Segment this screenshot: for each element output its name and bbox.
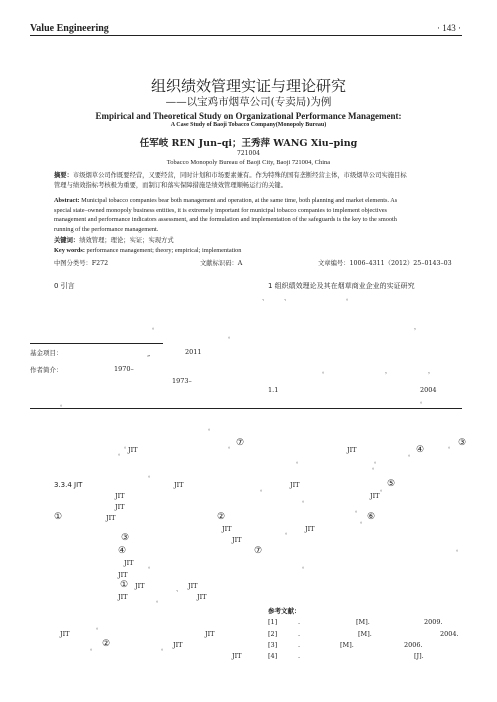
fund-label: 基金项目：	[30, 349, 63, 357]
text-fragment: 。	[148, 563, 155, 570]
references-heading: 参考文献：	[268, 607, 301, 615]
keywords-cn-label: 关键词：	[54, 237, 80, 244]
authors: 任军岐 REN Jun–qi；王秀萍 WANG Xiu–ping	[139, 138, 358, 149]
jit-term: JIT	[106, 514, 116, 522]
jit-term: JIT	[305, 525, 315, 533]
text-fragment: 。	[346, 295, 353, 302]
ref-type: [M].	[356, 618, 370, 626]
abstract-cn-label: 摘要：	[54, 172, 73, 179]
text-fragment: 。	[380, 486, 387, 493]
jit-term: JIT	[118, 593, 128, 601]
text-fragment: .	[298, 641, 301, 649]
document-code: 文献标识码：A	[200, 260, 243, 267]
abstract-en	[54, 196, 460, 234]
marker-4: ④	[416, 445, 425, 455]
text-fragment: .	[298, 652, 301, 660]
text-fragment: 。	[285, 529, 292, 536]
author-bio-year: 1973–	[172, 377, 192, 385]
keywords-cn	[54, 236, 460, 246]
footnote-rule	[30, 343, 163, 344]
text-fragment: 。	[360, 518, 367, 525]
marker-6: ⑥	[367, 512, 376, 522]
abstract-en-line: special state–owned monopoly business entities, it is extremely important for municipal tobacco companies to implement objectives	[54, 206, 387, 214]
text-fragment: 、	[176, 586, 183, 593]
text-fragment: ，	[428, 368, 435, 375]
abstract-en-line: Municipal tobacco companies bear both management and operation, at the same time, both planning and market elements. As	[81, 197, 398, 204]
article-en-title: Empirical and Theoretical Study on Organizational Performance Management:	[95, 111, 402, 121]
text-fragment: ”	[147, 355, 151, 362]
text-fragment: 。	[148, 472, 155, 479]
text-fragment: 、	[262, 295, 269, 302]
keywords-en-text: performance management; theory; empirical; implementation	[86, 247, 242, 254]
text-fragment: 。	[161, 645, 168, 652]
jit-term: JIT	[60, 630, 70, 638]
text-fragment: ，	[414, 324, 421, 331]
ref-type: [M].	[358, 630, 372, 638]
marker-1: ①	[54, 512, 63, 522]
text-fragment: 。	[118, 450, 125, 457]
text-fragment: 。	[228, 443, 235, 450]
section-0-heading: 0 引言	[54, 282, 75, 290]
clc-number: 中图分类号：F272	[54, 260, 109, 267]
jit-term: JIT	[290, 481, 300, 489]
ref-number: [4]	[268, 652, 278, 660]
marker-3-b: ③	[121, 533, 130, 543]
article-subtitle: ——以宝鸡市烟草公司(专卖局)为例	[165, 96, 332, 108]
text-fragment: 。	[420, 398, 427, 405]
marker-7: ⑦	[236, 438, 245, 448]
keywords-cn-text: 绩效管理；理论；实证；实现方式	[79, 237, 174, 244]
text-fragment: 。	[408, 451, 415, 458]
author-bio-year: 1970–	[114, 365, 134, 373]
jit-term: JIT	[232, 652, 242, 660]
ref-number: [3]	[268, 641, 278, 649]
subsection-3-3-4: 3.3.4 JIT	[54, 481, 83, 489]
text-fragment: 。	[260, 486, 267, 493]
jit-term: JIT	[222, 525, 232, 533]
abstract-cn-line: 管理与绩效指标考核极为重要，而制订和落实保障措施是绩效管理顺畅运行的关键。	[54, 181, 287, 189]
jit-term: JIT	[128, 446, 138, 454]
postal-code: 721004	[237, 150, 260, 157]
page-divider	[30, 408, 462, 409]
jit-term: JIT	[173, 641, 183, 649]
text-fragment: ，	[385, 368, 392, 375]
ref-year: 2009.	[424, 618, 443, 626]
jit-term: JIT	[118, 571, 128, 579]
abstract-cn	[54, 171, 460, 190]
text-fragment: 。	[152, 324, 159, 331]
affiliation: Tobacco Monopoly Bureau of Baoji City, Baoji 721004, China	[166, 159, 331, 166]
text-fragment: 。	[456, 546, 463, 553]
text-fragment: 。	[96, 624, 103, 631]
text-fragment: 。	[355, 507, 362, 514]
ref-type: [M].	[340, 641, 354, 649]
text-fragment: 。	[296, 458, 303, 465]
journal-name: Value Engineering	[30, 23, 109, 34]
year-2004: 2004	[420, 386, 437, 394]
jit-term: JIT	[115, 503, 125, 511]
text-fragment: .	[298, 618, 301, 626]
jit-term: JIT	[370, 492, 380, 500]
header-rule	[30, 35, 462, 36]
text-fragment: 、	[284, 295, 291, 302]
abstract-en-line: running of the performance management.	[54, 225, 159, 233]
section-1-heading: 1 组织绩效理论及其在烟草商业企业的实证研究	[268, 282, 415, 290]
keywords-en	[54, 246, 460, 256]
jit-term: JIT	[205, 630, 215, 638]
text-fragment: 。	[302, 563, 309, 570]
marker-5: ⑤	[387, 479, 396, 489]
marker-2: ②	[217, 512, 226, 522]
text-fragment: 。	[124, 443, 131, 450]
text-fragment: 。	[208, 425, 215, 432]
ref-year: 2004.	[440, 630, 459, 638]
author-bio-label: 作者简介：	[30, 366, 63, 374]
subsection-1-1: 1.1	[268, 386, 279, 394]
ref-year: 2006.	[404, 641, 423, 649]
text-fragment: 。	[374, 458, 381, 465]
text-fragment: 。	[302, 497, 309, 504]
jit-term: JIT	[174, 481, 184, 489]
jit-term: JIT	[124, 559, 134, 567]
jit-term: JIT	[232, 536, 242, 544]
article-number: 文章编号：1006–4311（2012）25–0143–03	[318, 260, 452, 267]
jit-term: JIT	[135, 582, 145, 590]
text-fragment: .	[298, 630, 301, 638]
text-fragment: 。	[448, 443, 455, 450]
fund-year: 2011	[185, 348, 202, 356]
marker-4-b: ④	[118, 546, 127, 556]
marker-1-b: ①	[120, 580, 129, 590]
text-fragment: 。	[90, 645, 97, 652]
jit-term: JIT	[197, 593, 207, 601]
marker-7-b: ⑦	[254, 546, 263, 556]
ref-type: [J].	[414, 652, 424, 660]
article-title: 组织绩效管理实证与理论研究	[150, 77, 346, 95]
ref-number: [1]	[268, 618, 278, 626]
ref-number: [2]	[268, 630, 278, 638]
keywords-en-label: Key words:	[54, 247, 85, 254]
text-fragment: 。	[228, 333, 235, 340]
article-en-subtitle: A Case Study of Baoji Tobacco Company(Monopoly Bureau)	[170, 122, 327, 128]
jit-term: JIT	[347, 446, 357, 454]
marker-2-b: ②	[102, 639, 111, 649]
text-fragment: 。	[372, 464, 379, 471]
page-number: · 143 ·	[437, 23, 461, 33]
abstract-cn-line: 市级烟草公司作既要经营，又要经营，同时计划和市场要素兼有。作为特殊的国有垄断经营主体，市级烟草公司实施目标	[72, 172, 407, 179]
abstract-en-label: Abstract:	[54, 197, 80, 204]
text-fragment: 。	[156, 597, 163, 604]
marker-3: ③	[458, 438, 467, 448]
abstract-en-line: management and performance indicators assessment, and the formulation and implementation of the safeguards is the key to the smooth	[54, 216, 397, 224]
jit-term: JIT	[188, 582, 198, 590]
jit-term: JIT	[115, 492, 125, 500]
text-fragment: 。	[322, 368, 329, 375]
text-fragment: 。	[60, 401, 67, 408]
